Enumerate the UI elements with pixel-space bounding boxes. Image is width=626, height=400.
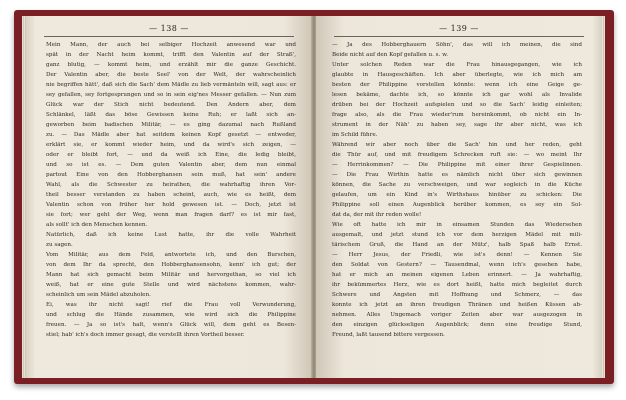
text-line: die Thür auf, und mit freudigem Schrecken ruft sie: — wo meint Ihr: [332, 152, 582, 158]
text-line: Vom Militär, aus dem Feld, antwortete ich, und den Burschen,: [46, 252, 296, 258]
text-line: Mann hat sich gemacht beim Militär und hervorgethan, so viel ich: [46, 272, 296, 278]
right-page-number: — 139 —: [439, 24, 479, 33]
text-line: scheinlich um sein Mädel abzuholen.: [46, 292, 151, 298]
text-line: — Die Frau Wirthin hatte es nämlich nicht über sich gewinnen: [332, 172, 582, 178]
left-header-rule: [44, 36, 294, 37]
text-line: Schlänkel, läßt das böse Gewissen keine Ruh; er laßt sich an-: [46, 112, 296, 118]
right-page: [316, 16, 602, 378]
text-line: hat er mich an meinen eigenen Leben erinnert. — Ja wahrhaftig,: [332, 272, 582, 278]
text-line: partout Eine von den Hobberghansen sein muß, hat sein' andere: [46, 172, 296, 178]
text-line: den einzigen glückseligen Augenblick; denn eine freudige Stund,: [332, 322, 582, 328]
text-line: im Schild führe.: [332, 132, 378, 138]
text-line: Ei, was ihr nicht sagt! rief die Frau voll Verwunderung,: [46, 302, 296, 308]
text-line: Der Valentin aber, die beste Seel' von der Welt, der wahrscheinlich: [46, 72, 296, 78]
text-line: drüben bei der Hochzeit aufspielen und so die Sach' leidig einleiten;: [332, 102, 582, 108]
text-line: Philippine soll einen Augenblick herüber kommen, es sey ein Sol-: [332, 202, 582, 208]
text-line: strument in der Näh' zu haben sey, sage ihr aber nicht, was ich: [332, 122, 582, 128]
text-line: nehmen. Alles Ungemach voriger Zeiten aber war ausgezogen in: [332, 312, 582, 318]
text-line: den Soldat von Gestern? — Tausendmal, wenn ich's gesehen habe,: [332, 262, 582, 268]
text-line: Natürlich, daß ich keine Lust hatte, ihr die volle Wahrheit: [46, 232, 296, 238]
text-line: — Herrinkommen? — Die Philippine mit einer ihrer Gespielinnen.: [332, 162, 582, 168]
text-line: Wahl, als die Schwester zu heirathen, die wahrhaftig ihren Vor-: [46, 182, 296, 188]
text-line: ihr bekümmertes Herz, wie es dort heißt, hatte mich begleitet durch: [332, 282, 582, 288]
text-line: Mein Mann, der auch bei selbiger Hochzeit anwesend war und: [46, 42, 296, 48]
text-line: Während wir aber noch über die Sach' hin und her reden, geht: [332, 142, 582, 148]
text-line: ausgemalt, und jetzt stund ich vor dem herzigen Mädel mit mili-: [332, 232, 582, 238]
text-line: tärischem Gruß, die Hand an der Mütz', halb Spaß halb Ernst.: [332, 242, 582, 248]
text-line: geworben beim badischen Militär, — es ging dazumal nach Rußland: [46, 122, 296, 128]
text-line: Beide nicht auf den Kopf gefallen u. s. w.: [332, 52, 448, 58]
text-line: Freund, laßt tausend bittere vergessen.: [332, 332, 445, 338]
text-line: von dem Ihr da sprecht, den Hobberghansensohn, kenn' ich gut; der: [46, 262, 296, 268]
text-line: zu sagen.: [46, 242, 73, 248]
text-line: und schlug die Hände zusammen, wie wird sich die Philippine: [46, 312, 296, 318]
text-line: weiß, hat er eine gute Stelle und wird nächstens kommen, wahr-: [46, 282, 296, 288]
text-line: oder er bleibt fort, — und da weiß ich Eine, die ledig bleibt,: [46, 152, 296, 158]
text-line: theil besser verstanden zu haben scheint, auch, wie es heißt, dem: [46, 192, 296, 198]
left-page: [26, 16, 312, 378]
text-line: frage also, als die Frau wieder'rum hereinkommt, ob nicht ein In-: [332, 112, 582, 118]
text-line: als sollt' ich den Menschen kennen.: [46, 222, 148, 228]
open-book: [14, 10, 614, 384]
right-page-text: [332, 40, 582, 372]
left-page-text: [46, 40, 296, 372]
text-line: konnte ich jetzt an ihren freudigen Thränen und heißen Küssen ab-: [332, 302, 582, 308]
text-line: besten der Philippine vorstellen könnte: wenn ich eine Geige ge-: [332, 82, 582, 88]
text-line: Unter solchen Reden war die Frau hinausgegangen, wie ich: [332, 62, 582, 68]
text-line: spät in der Nacht heim kommt, trifft den Valentin auf der Straß',: [46, 52, 296, 58]
text-line: lesen bekäme, dachte ich, so könnte ich gar wohl als Invalide: [332, 92, 582, 98]
text-line: freuen. — Ja so ist's halt, wenn's Glück will, dem geht es Besen-: [46, 322, 296, 328]
text-line: Schwere und Angsten mit Hoffnung und Schmerz, — das: [332, 292, 582, 298]
text-line: Glück war der Stich nicht bedeutend. Den Andern aber, dem: [46, 102, 296, 108]
text-line: glaubte in Hausgeschäften. Ich aber überlegte, wie ich mich am: [332, 72, 582, 78]
text-line: Wie oft hatte ich mir in einsamen Stunden das Wiedersehen: [332, 222, 582, 228]
text-line: sey gefallen, sey fortgesprungen und so in sein eig'nes Messer gefallen. — Nun zum: [46, 92, 296, 98]
text-line: zu. — Das Mädle aber hat seitdem keinen Kopf gesetzt — entweder,: [46, 132, 296, 138]
text-line: stiel; hab' ich's doch immer gesagt, die verstellt ihren Vortheil besser.: [46, 332, 245, 338]
text-line: — Ja des Hobberghauern Söhn', das will ich meinen, die sind: [332, 42, 582, 48]
text-line: — Herr Jesus, der Friedli, wie ist's denn! — Kennen Sie: [332, 252, 582, 258]
text-line: ganz blutig, — kommt heim, und erzählt mir die ganze Geschicht.: [46, 62, 296, 68]
text-line: sie fort; wer geht der Weg, wenn man fragen darf? es ist mir fast,: [46, 212, 296, 218]
text-line: können, die Sache zu verschweigen, und war sogleich in die Küche: [332, 182, 582, 188]
text-line: nie begriffen hätt', daß sich die Sach' dem Mädle zu lieb vermänteln will, sagt aus: er: [46, 82, 296, 88]
text-line: Valentin schon von früher her hold gewesen ist. — Doch, jetzt ist: [46, 202, 296, 208]
text-line: erklärt sie, er kommt wieder heim, und da wird's sich zeigen, —: [46, 142, 296, 148]
right-header-rule: [334, 36, 584, 37]
text-line: und so ist es. — Dem guten Valentin aber, dem nun einmal: [46, 162, 296, 168]
text-line: dat da, der mit ihr reden wolle!: [332, 212, 422, 218]
left-page-number: — 138 —: [149, 24, 189, 33]
text-line: gelaufen, um ein Kind in's Wirthshaus hinüber zu schicken: Die: [332, 192, 582, 198]
